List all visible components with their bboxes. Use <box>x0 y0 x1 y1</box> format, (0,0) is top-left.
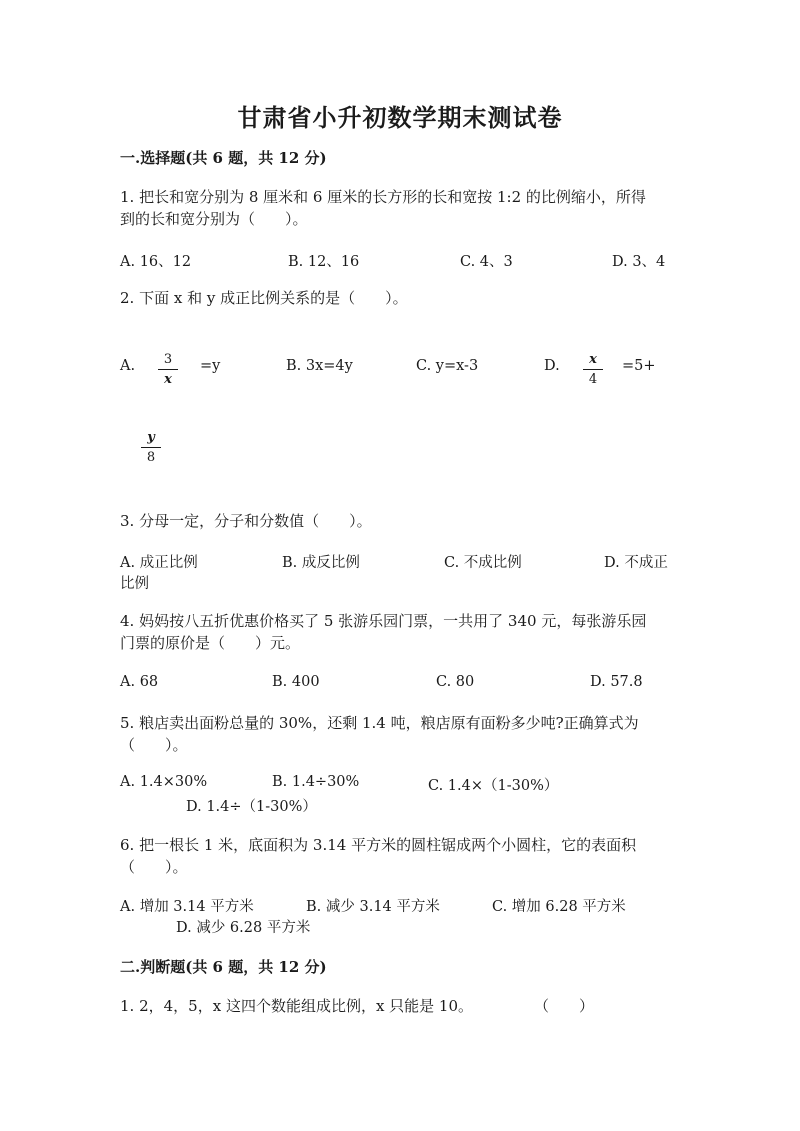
fraction-bar <box>583 369 603 370</box>
question-2-option-a-label[interactable]: A. <box>120 358 136 374</box>
question-6-option-b[interactable]: B. 减少 3.14 平方米 <box>306 899 440 915</box>
fraction-denominator: x <box>164 372 172 387</box>
fraction-denominator: 4 <box>588 372 598 387</box>
question-3-option-c[interactable]: C. 不成比例 <box>444 555 522 571</box>
question-4-option-b[interactable]: B. 400 <box>272 674 320 690</box>
question-5-text-line1: 5. 粮店卖出面粉总量的 30%，还剩 1.4 吨，粮店原有面粉多少吨?正确算式为 <box>120 714 639 732</box>
question-3-option-b[interactable]: B. 成反比例 <box>282 555 360 571</box>
question-1-option-b[interactable]: B. 12、16 <box>288 254 360 270</box>
fraction-numerator: y <box>147 430 155 445</box>
question-5-option-c[interactable]: C. 1.4×（1-30%） <box>428 778 559 794</box>
question-1-option-d[interactable]: D. 3、4 <box>612 254 666 270</box>
question-2-option-d-label[interactable]: D. <box>544 358 560 374</box>
fraction-numerator: x <box>589 352 597 367</box>
question-1-text-line1: 1. 把长和宽分别为 8 厘米和 6 厘米的长方形的长和宽按 1:2 的比例缩小，所得 <box>120 188 646 206</box>
question-4-text-line1: 4. 妈妈按八五折优惠价格买了 5 张游乐园门票，一共用了 340 元，每张游乐园 <box>120 612 647 630</box>
question-2-option-a-suffix: =y <box>200 358 221 374</box>
section-heading-choice: 一.选择题(共 6 题，共 12 分) <box>120 149 327 167</box>
question-2-option-d-fraction <box>583 352 603 387</box>
question-3-option-d-wrap: 比例 <box>120 576 149 592</box>
section-heading-judgement: 二.判断题(共 6 题，共 12 分) <box>120 958 327 976</box>
question-1-option-a[interactable]: A. 16、12 <box>120 254 192 270</box>
question-4-option-c[interactable]: C. 80 <box>436 674 475 690</box>
question-6-option-c[interactable]: C. 增加 6.28 平方米 <box>492 899 626 915</box>
question-3-text: 3. 分母一定，分子和分数值（ ）。 <box>120 512 372 530</box>
question-5-option-b[interactable]: B. 1.4÷30% <box>272 774 360 790</box>
question-6-option-a[interactable]: A. 增加 3.14 平方米 <box>120 899 254 915</box>
question-1-text-line2: 到的长和宽分别为（ ）。 <box>120 210 308 228</box>
fraction-denominator: 8 <box>146 450 156 465</box>
question-3-option-a[interactable]: A. 成正比例 <box>120 555 198 571</box>
question-2-option-a-fraction <box>158 352 178 387</box>
question-2-option-b[interactable]: B. 3x=4y <box>286 358 353 374</box>
question-3-option-d[interactable]: D. 不成正 <box>604 555 668 571</box>
fraction-bar <box>158 369 178 370</box>
question-2-option-c[interactable]: C. y=x-3 <box>416 358 479 374</box>
page-title: 甘肃省小升初数学期末测试卷 <box>237 103 563 132</box>
fraction-numerator: 3 <box>163 352 173 367</box>
question-5-option-d[interactable]: D. 1.4÷（1-30%） <box>186 799 317 815</box>
judgement-question-1-text: 1. 2，4，5，x 这四个数能组成比例，x 只能是 10。 <box>120 997 474 1015</box>
question-4-text-line2: 门票的原价是（ ）元。 <box>120 634 301 652</box>
question-4-option-d[interactable]: D. 57.8 <box>590 674 643 690</box>
question-4-option-a[interactable]: A. 68 <box>120 674 159 690</box>
question-5-text-line2: （ ）。 <box>120 736 188 754</box>
judgement-question-1-answer-blank[interactable]: （ ） <box>534 997 595 1015</box>
question-1-option-c[interactable]: C. 4、3 <box>460 254 513 270</box>
question-6-text-line1: 6. 把一根长 1 米，底面积为 3.14 平方米的圆柱锯成两个小圆柱，它的表面积 <box>120 836 637 854</box>
question-2-option-d-mid: =5+ <box>622 358 656 374</box>
question-6-option-d[interactable]: D. 减少 6.28 平方米 <box>176 920 311 936</box>
fraction-bar <box>141 447 161 448</box>
question-5-option-a[interactable]: A. 1.4×30% <box>120 774 208 790</box>
question-2-option-d-fraction-2 <box>141 430 161 465</box>
question-2-text: 2. 下面 x 和 y 成正比例关系的是（ ）。 <box>120 289 408 307</box>
question-6-text-line2: （ ）。 <box>120 858 188 876</box>
